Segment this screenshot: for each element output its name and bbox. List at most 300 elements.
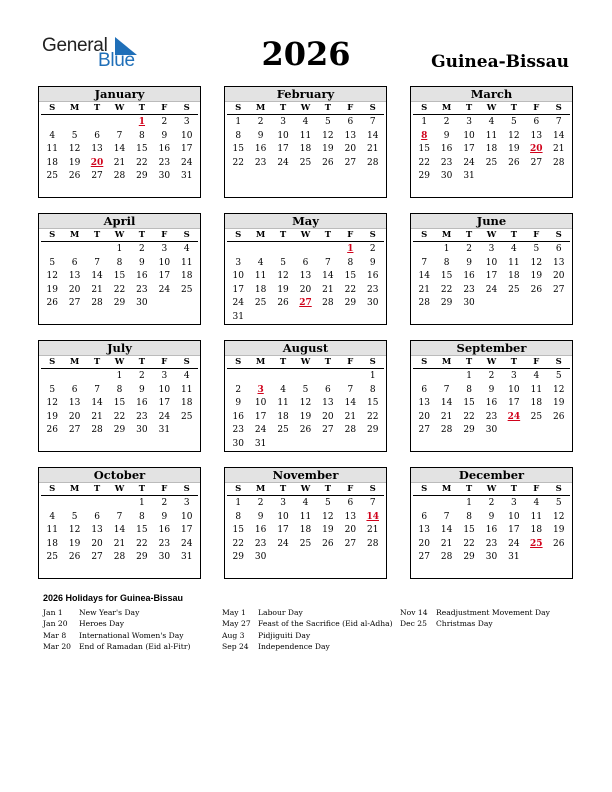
date-cell	[272, 243, 294, 257]
date-cell: 31	[463, 171, 475, 181]
date-cell: 14	[91, 271, 103, 281]
date-cell: 31	[181, 552, 193, 562]
holiday-entry	[43, 607, 190, 618]
week-row	[225, 424, 386, 438]
date-cell: 2	[139, 244, 145, 254]
holiday-entry	[400, 618, 550, 629]
date-cell: 17	[277, 144, 289, 154]
week-row	[225, 538, 386, 552]
date-cell: 21	[440, 538, 453, 549]
holiday-entry	[222, 607, 393, 618]
date-cell: 30	[463, 298, 475, 308]
month-july	[38, 340, 201, 452]
date-cell: 9	[369, 257, 376, 268]
date-cell: 29	[113, 298, 126, 308]
date-cell: 8	[466, 511, 472, 522]
week-row	[411, 130, 572, 144]
week-row	[225, 411, 386, 425]
week-row	[39, 257, 200, 271]
date-cell: 15	[418, 144, 430, 154]
month-february	[224, 86, 387, 198]
date-cell: 22	[344, 284, 357, 295]
date-cell: 29	[463, 552, 475, 562]
weekday-label: S	[362, 356, 384, 369]
week-row	[39, 411, 200, 425]
date-cell: 5	[555, 371, 562, 381]
weekday-label: W	[108, 483, 130, 496]
week-row	[225, 397, 386, 411]
date-cell: 30	[158, 171, 171, 181]
date-cell: 26	[46, 425, 58, 435]
date-cell: 17	[463, 144, 475, 154]
date-cell: 12	[553, 384, 565, 395]
date-cell: 25	[46, 552, 58, 562]
week-row	[39, 270, 200, 284]
date-cell	[317, 311, 339, 325]
date-cell: 31	[254, 438, 267, 449]
weekday-label: M	[249, 356, 271, 369]
holiday-name: Feast of the Sacrifice (Eid al-Adha)	[258, 619, 393, 629]
date-cell: 25	[46, 171, 58, 181]
date-cell: 30	[136, 425, 148, 435]
date-cell: 22	[463, 411, 475, 422]
date-cell	[249, 243, 271, 257]
date-cell: 5	[302, 384, 309, 395]
date-cell	[294, 370, 316, 384]
date-cell: 18	[530, 398, 543, 408]
date-cell: 9	[139, 257, 145, 268]
weekday-label: T	[458, 102, 480, 115]
week-row	[225, 524, 386, 538]
week-row	[225, 497, 386, 511]
holiday-name: Pidjiguiti Day	[258, 630, 311, 640]
week-row	[411, 243, 572, 257]
date-cell: 12	[68, 525, 81, 535]
date-cell: 9	[161, 130, 168, 141]
date-cell: 16	[440, 144, 453, 154]
weekday-label: F	[525, 102, 547, 115]
week-row	[39, 524, 200, 538]
date-cell: 10	[485, 257, 498, 268]
date-cell: 29	[136, 171, 148, 181]
date-cell	[86, 370, 108, 384]
week-row	[411, 143, 572, 157]
week-row	[39, 284, 200, 298]
date-cell: 29	[344, 298, 357, 308]
date-cell: 18	[181, 271, 193, 281]
week-row	[225, 297, 386, 311]
month-january	[38, 86, 201, 198]
date-cell: 11	[530, 384, 543, 395]
date-cell: 17	[181, 144, 193, 154]
date-cell: 23	[367, 284, 379, 295]
date-cell: 17	[158, 398, 171, 408]
weekday-label: S	[227, 483, 249, 496]
weekday-label: F	[153, 102, 175, 115]
date-cell: 8	[235, 130, 242, 141]
week-row	[411, 370, 572, 384]
date-cell: 7	[94, 384, 100, 395]
date-cell	[480, 297, 502, 311]
weekday-label: S	[227, 102, 249, 115]
week-row	[39, 370, 200, 384]
holiday-date: Sep 24	[222, 641, 249, 651]
date-cell: 26	[508, 157, 520, 168]
date-cell: 11	[299, 511, 312, 522]
date-cell	[435, 497, 457, 511]
date-cell: 4	[511, 244, 517, 254]
date-cell: 2	[369, 244, 376, 254]
date-cell: 27	[418, 425, 430, 435]
date-cell: 16	[254, 144, 267, 154]
date-cell: 19	[68, 157, 81, 168]
date-cell: 13	[418, 525, 430, 535]
date-cell: 10	[232, 271, 244, 281]
date-cell	[86, 116, 108, 130]
weekday-label: F	[525, 356, 547, 369]
date-cell: 3	[280, 117, 286, 127]
date-cell: 19	[508, 144, 520, 154]
month-november	[224, 467, 387, 579]
date-cell: 27	[344, 538, 357, 549]
brand-name-general: General	[42, 35, 108, 56]
date-cell	[227, 370, 249, 384]
date-cell: 21	[344, 411, 357, 422]
date-cell: 19	[553, 525, 565, 535]
week-row	[225, 511, 386, 525]
month-title: August	[225, 341, 386, 356]
date-cell: 27	[322, 425, 334, 435]
weekday-label: S	[41, 229, 63, 242]
date-cell: 8	[466, 384, 472, 395]
date-cell	[41, 497, 63, 511]
date-cell	[548, 170, 570, 184]
date-cell: 15	[232, 144, 244, 154]
date-cell: 1	[443, 244, 450, 254]
date-cell: 6	[555, 244, 562, 254]
weekday-label: S	[548, 483, 570, 496]
date-cell: 8	[443, 257, 450, 268]
date-cell: 21	[91, 284, 103, 295]
week-row	[225, 130, 386, 144]
holiday-date: Mar 20	[43, 641, 72, 651]
weekday-label: M	[435, 229, 457, 242]
weekday-label: T	[272, 102, 294, 115]
date-cell: 11	[508, 257, 520, 268]
date-cell: 12	[277, 271, 289, 281]
holiday-name: Heroes Day	[79, 619, 125, 629]
date-cell: 26	[68, 171, 81, 181]
weekday-label: F	[525, 483, 547, 496]
date-cell	[176, 297, 198, 311]
weekday-header-row	[411, 483, 572, 496]
date-cell: 21	[553, 144, 565, 154]
weekday-label: F	[525, 229, 547, 242]
date-cell: 30	[232, 438, 244, 449]
date-cell: 22	[113, 411, 126, 422]
date-cell	[272, 438, 294, 452]
month-may	[224, 213, 387, 325]
holiday-entry	[43, 630, 190, 641]
weekday-label: F	[153, 356, 175, 369]
page-header	[0, 0, 612, 80]
date-cell	[525, 424, 547, 438]
date-cell: 5	[71, 130, 78, 141]
holiday-name: Independence Day	[258, 641, 330, 651]
date-cell: 19	[530, 271, 543, 281]
date-cell: 10	[181, 130, 193, 141]
date-cell: 15	[440, 271, 453, 281]
weekday-label: S	[362, 102, 384, 115]
date-cell: 26	[553, 538, 565, 549]
date-cell: 30	[254, 552, 267, 562]
date-cell: 29	[463, 425, 475, 435]
date-cell: 11	[181, 384, 193, 395]
date-cell: 2	[161, 498, 168, 508]
weekday-label: W	[480, 229, 502, 242]
month-title: February	[225, 87, 386, 102]
date-cell: 27	[530, 157, 543, 168]
date-cell: 18	[46, 538, 58, 549]
date-cell: 11	[46, 525, 58, 535]
weekday-label: T	[272, 483, 294, 496]
date-cell: 17	[232, 284, 244, 295]
date-cell: 4	[49, 130, 56, 141]
holiday-entry	[43, 641, 190, 652]
date-cell: 21	[418, 284, 430, 295]
date-cell: 29	[418, 171, 430, 181]
date-cell: 20	[344, 525, 357, 535]
holiday-date-cell: 27	[299, 298, 312, 308]
date-cell: 6	[347, 498, 354, 508]
date-cell: 1	[139, 498, 145, 508]
date-cell: 18	[530, 525, 543, 535]
date-cell: 6	[421, 384, 428, 395]
date-cell: 14	[440, 525, 453, 535]
weekday-label: T	[131, 356, 153, 369]
weekday-label: M	[249, 229, 271, 242]
week-row	[39, 551, 200, 565]
date-cell: 14	[440, 398, 453, 408]
date-cell: 11	[485, 130, 498, 141]
week-row	[39, 243, 200, 257]
weekday-label: W	[108, 356, 130, 369]
weekday-label: T	[458, 229, 480, 242]
weekday-label: T	[131, 483, 153, 496]
week-row	[411, 284, 572, 298]
date-cell: 10	[508, 511, 520, 522]
date-cell: 19	[68, 538, 81, 549]
date-cell: 25	[485, 157, 498, 168]
week-row	[225, 551, 386, 565]
date-cell: 6	[421, 511, 428, 522]
weekday-label: W	[294, 102, 316, 115]
date-cell: 15	[136, 525, 148, 535]
date-cell: 21	[113, 157, 126, 168]
date-cell: 22	[136, 538, 148, 549]
month-title: April	[39, 214, 200, 229]
date-cell: 23	[485, 411, 498, 422]
weekday-label: F	[339, 483, 361, 496]
date-cell: 2	[488, 498, 495, 508]
month-september	[410, 340, 573, 452]
week-row	[411, 497, 572, 511]
date-cell: 6	[302, 257, 309, 268]
date-cell	[435, 370, 457, 384]
date-cell: 9	[161, 511, 168, 522]
date-cell: 23	[232, 425, 244, 435]
date-cell: 3	[161, 244, 168, 254]
date-cell: 16	[158, 525, 171, 535]
week-row	[39, 170, 200, 184]
date-cell: 15	[113, 271, 126, 281]
date-cell: 19	[299, 411, 312, 422]
date-cell	[86, 497, 108, 511]
date-cell: 24	[508, 538, 520, 549]
date-cell: 30	[158, 552, 171, 562]
date-cell	[362, 311, 384, 325]
date-cell: 25	[181, 411, 193, 422]
date-cell: 7	[325, 257, 331, 268]
date-cell: 23	[158, 538, 171, 549]
date-cell: 7	[116, 130, 123, 141]
date-cell: 29	[232, 552, 244, 562]
date-cell: 22	[232, 157, 244, 168]
date-cell: 28	[344, 425, 357, 435]
date-cell	[413, 370, 435, 384]
date-cell: 24	[158, 411, 171, 422]
month-title: January	[39, 87, 200, 102]
weekday-label: S	[227, 229, 249, 242]
date-cell: 3	[280, 498, 286, 508]
date-cell: 10	[158, 384, 171, 395]
date-cell: 6	[347, 117, 354, 127]
date-cell: 24	[254, 425, 267, 435]
date-cell: 20	[553, 271, 565, 281]
date-cell: 25	[508, 284, 520, 295]
date-cell: 2	[443, 117, 450, 127]
date-cell: 6	[71, 384, 78, 395]
date-cell	[317, 243, 339, 257]
date-cell: 4	[183, 244, 190, 254]
date-cell: 11	[530, 511, 543, 522]
weekday-label: F	[339, 229, 361, 242]
date-cell: 29	[113, 425, 126, 435]
date-cell: 19	[277, 284, 289, 295]
date-cell: 4	[49, 511, 56, 522]
date-cell: 24	[277, 538, 289, 549]
date-cell: 21	[322, 284, 334, 295]
date-cell	[339, 438, 361, 452]
date-cell: 6	[533, 117, 540, 127]
date-cell: 6	[325, 384, 331, 395]
date-cell: 8	[116, 257, 123, 268]
week-row	[39, 157, 200, 171]
date-cell: 2	[235, 384, 242, 395]
holidays-column	[400, 607, 550, 630]
date-cell	[249, 311, 271, 325]
holiday-entry	[43, 618, 190, 629]
date-cell: 3	[466, 117, 472, 127]
date-cell: 7	[555, 117, 562, 127]
date-cell: 5	[49, 384, 56, 395]
date-cell: 16	[485, 398, 498, 408]
holiday-name: Readjustment Movement Day	[436, 608, 550, 617]
date-cell: 15	[344, 271, 357, 281]
date-cell: 2	[161, 117, 168, 127]
weekday-label: T	[458, 483, 480, 496]
date-cell: 22	[367, 411, 379, 422]
date-cell: 7	[443, 384, 450, 395]
date-cell: 13	[553, 257, 565, 268]
weekday-label: F	[153, 229, 175, 242]
date-cell	[317, 438, 339, 452]
date-cell: 27	[91, 171, 103, 181]
holiday-date: Jan 20	[43, 619, 68, 629]
date-cell: 3	[235, 257, 242, 268]
weekday-label: T	[272, 229, 294, 242]
date-cell: 13	[68, 398, 81, 408]
date-cell: 9	[488, 384, 495, 395]
date-cell: 15	[367, 398, 379, 408]
date-cell	[272, 551, 294, 565]
date-cell: 12	[508, 130, 520, 141]
date-cell: 26	[299, 425, 312, 435]
holiday-date: Jan 1	[43, 608, 63, 617]
date-cell: 20	[68, 284, 81, 295]
date-cell: 5	[325, 498, 331, 508]
date-cell: 1	[421, 117, 428, 127]
date-cell	[294, 311, 316, 325]
date-cell: 16	[254, 525, 267, 535]
date-cell: 22	[136, 157, 148, 168]
holiday-name: Labour Day	[258, 608, 303, 617]
weekday-label: S	[413, 229, 435, 242]
date-cell: 30	[485, 552, 498, 562]
weekday-label: W	[294, 229, 316, 242]
date-cell: 26	[277, 298, 289, 308]
weekday-label: T	[458, 356, 480, 369]
date-cell: 22	[440, 284, 453, 295]
weekday-label: S	[413, 356, 435, 369]
date-cell: 25	[277, 425, 289, 435]
date-cell: 7	[369, 498, 376, 508]
date-cell: 29	[136, 552, 148, 562]
date-cell: 1	[466, 371, 472, 381]
week-row	[39, 143, 200, 157]
date-cell: 24	[232, 298, 244, 308]
date-cell: 6	[94, 511, 100, 522]
date-cell: 7	[347, 384, 354, 395]
date-cell	[362, 438, 384, 452]
date-cell: 31	[232, 311, 244, 322]
date-cell: 5	[71, 511, 78, 522]
date-cell: 25	[254, 298, 267, 308]
date-cell: 17	[485, 271, 498, 281]
date-cell: 31	[158, 425, 171, 435]
date-cell: 13	[299, 271, 312, 281]
date-cell: 18	[46, 157, 58, 168]
date-cell: 10	[277, 130, 289, 141]
date-cell: 16	[485, 525, 498, 535]
date-cell: 14	[367, 130, 379, 141]
weekday-label: S	[548, 356, 570, 369]
date-cell: 27	[68, 425, 81, 435]
date-cell: 10	[181, 511, 193, 522]
date-cell	[63, 116, 85, 130]
date-cell: 4	[302, 117, 309, 127]
date-cell: 12	[68, 144, 81, 154]
